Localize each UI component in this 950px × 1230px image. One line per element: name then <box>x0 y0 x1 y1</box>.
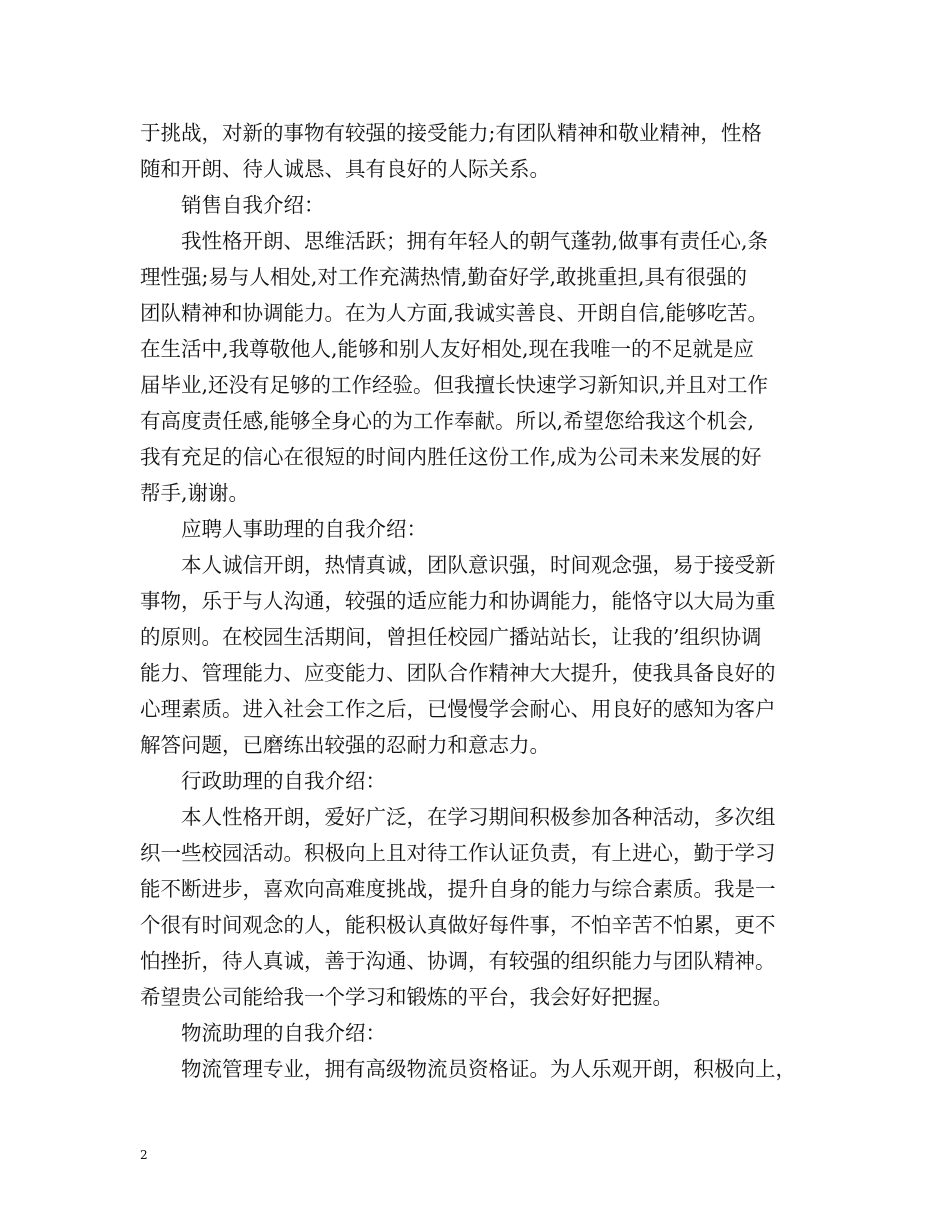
text-line: 团队精神和协调能力。在为人方面,我诚实善良、开朗自信,能够吃苦。 <box>140 301 769 325</box>
text-line: 帮手,谢谢。 <box>140 481 250 505</box>
text-line: 随和开朗、待人诚恳、具有良好的人际关系。 <box>140 157 550 181</box>
text-line: 怕挫折，待人真诚，善于沟通、协调，有较强的组织能力与团队精神。 <box>140 949 776 973</box>
text-line: 解答问题，已磨练出较强的忍耐力和意志力。 <box>140 733 550 757</box>
text-line: 有高度责任感,能够全身心的为工作奉献。所以,希望您给我这个机会, <box>140 409 755 433</box>
page-number: 2 <box>140 1148 148 1162</box>
text-line: 本人诚信开朗，热情真诚，团队意识强，时间观念强，易于接受新 <box>181 553 776 577</box>
text-line: 个很有时间观念的人，能积极认真做好每件事，不怕辛苦不怕累，更不 <box>140 913 776 937</box>
text-line: 织一些校园活动。积极向上且对待工作认证负责，有上进心，勤于学习 <box>140 841 776 865</box>
text-line: 事物，乐于与人沟通，较强的适应能力和协调能力，能恪守以大局为重 <box>140 589 776 613</box>
text-line: 物流管理专业，拥有高级物流员资格证。为人乐观开朗，积极向上， <box>181 1057 796 1081</box>
text-line: 的原则。在校园生活期间，曾担任校园广播站站长，让我的’组织协调 <box>140 625 762 649</box>
text-line: 能力、管理能力、应变能力、团队合作精神大大提升，使我具备良好的 <box>140 661 776 685</box>
text-line: 我有充足的信心在很短的时间内胜任这份工作,成为公司未来发展的好 <box>140 445 762 469</box>
text-line: 心理素质。进入社会工作之后，已慢慢学会耐心、用良好的感知为客户 <box>140 697 776 721</box>
text-line: 我性格开朗、思维活跃；拥有年轻人的朝气蓬勃,做事有责任心,条 <box>181 229 769 253</box>
section-heading: 物流助理的自我介绍： <box>181 1021 386 1045</box>
section-heading: 销售自我介绍： <box>181 193 325 217</box>
text-line: 本人性格开朗，爱好广泛，在学习期间积极参加各种活动，多次组 <box>181 805 776 829</box>
text-line: 能不断进步，喜欢向高难度挑战，提升自身的能力与综合素质。我是一 <box>140 877 776 901</box>
text-line: 理性强;易与人相处,对工作充满热情,勤奋好学,敢挑重担,具有很强的 <box>140 265 747 289</box>
text-line: 于挑战，对新的事物有较强的接受能力;有团队精神和敬业精神，性格 <box>140 121 762 145</box>
section-heading: 行政助理的自我介绍： <box>181 769 386 793</box>
text-line: 在生活中,我尊敬他人,能够和别人友好相处,现在我唯一的不足就是应 <box>140 337 755 361</box>
section-heading: 应聘人事助理的自我介绍： <box>181 517 427 541</box>
text-line: 届毕业,还没有足够的工作经验。但我擅长快速学习新知识,并且对工作 <box>140 373 769 397</box>
text-line: 希望贵公司能给我一个学习和锻炼的平台，我会好好把握。 <box>140 985 673 1009</box>
